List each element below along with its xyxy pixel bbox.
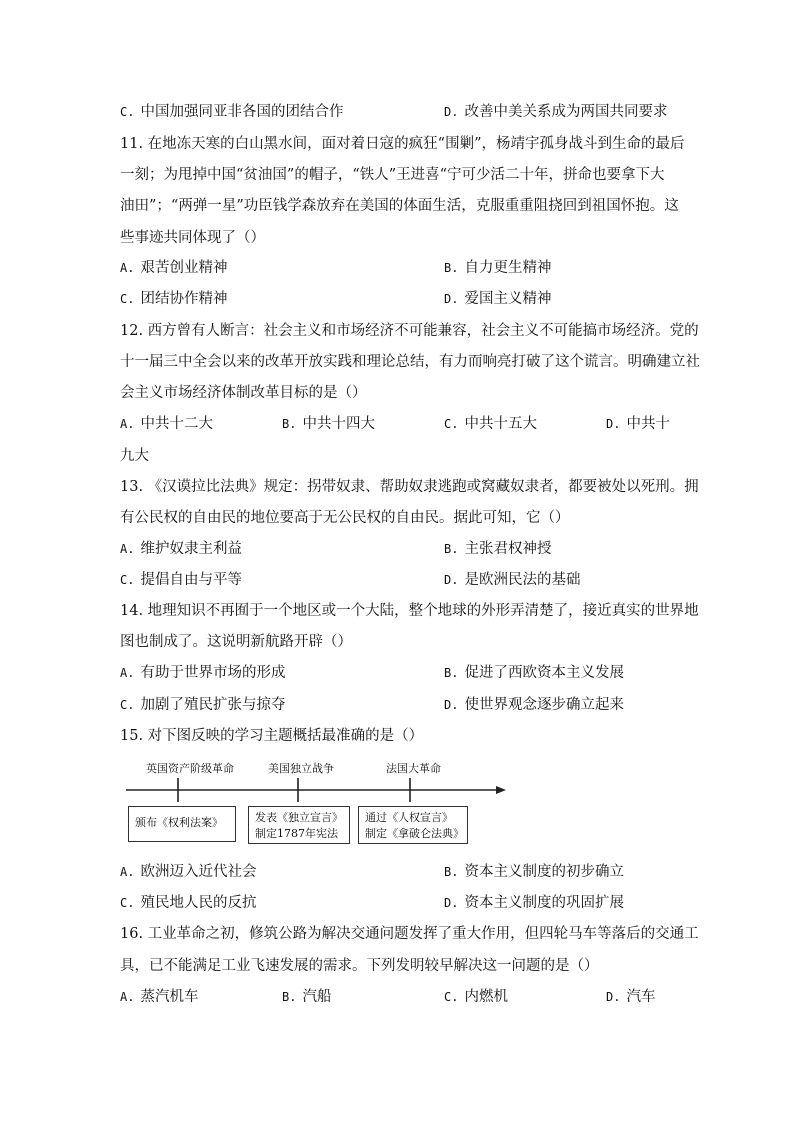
q15-option-d: D. 资本主义制度的巩固扩展 [444,895,624,911]
q16-option-c: C. 内燃机 [444,989,508,1005]
timeline-label-american-independence: 美国独立战争 [268,762,334,775]
q11-stem-line1: 11. 在地冻天寒的白山黑水间，面对着日寇的疯狂“围剿”，杨靖宇孤身战斗到生命的最后 [120,136,685,152]
q11-option-c: C. 团结协作精神 [120,291,228,307]
timeline-box-rights-of-man: 通过《人权宣言》 制定《拿破仑法典》 [358,806,468,844]
q13-option-b: B. 主张君权神授 [444,541,552,557]
q15-stem-line1: 15. 对下图反映的学习主题概括最准确的是（） [120,728,424,744]
q13-stem-line1: 13. 《汉谟拉比法典》规定：拐带奴隶、帮助奴隶逃跑或窝藏奴隶者，都要被处以死刑。拥 [120,479,699,495]
q12-option-b: B. 中共十四大 [282,416,375,432]
q16-option-a: A. 蒸汽机车 [120,989,199,1005]
q11-stem-line4: 些事迹共同体现了（） [120,230,265,246]
history-timeline-figure [120,752,510,850]
q12-option-a: A. 中共十二大 [120,416,213,432]
q10-option-d: D. 改善中美关系成为两国共同要求 [444,104,668,120]
q12-stem-line1: 12. 西方曾有人断言：社会主义和市场经济不可能兼容，社会主义不可能搞市场经济。党的 [120,323,699,339]
q14-option-a: A. 有助于世界市场的形成 [120,665,286,681]
q14-option-b: B. 促进了西欧资本主义发展 [444,665,624,681]
timeline-box-declaration-independence: 发表《独立宣言》 制定1787年宪法 [248,806,350,844]
timeline-box-bill-of-rights: 颁布《权利法案》 [128,806,236,842]
q12-stem-line2: 十一届三中全会以来的改革开放实践和理论总结，有力而响亮打破了这个谎言。明确建立社 [120,354,700,370]
q11-option-a: A. 艰苦创业精神 [120,260,228,276]
timeline-label-english-revolution: 英国资产阶级革命 [146,762,234,775]
q14-option-d: D. 使世界观念逐步确立起来 [444,697,624,713]
q10-option-c: C. 中国加强同亚非各国的团结合作 [120,104,344,120]
q16-option-b: B. 汽船 [282,989,332,1005]
q12-option-c: C. 中共十五大 [444,416,537,432]
timeline-label-french-revolution: 法国大革命 [386,762,441,775]
q14-option-c: C. 加剧了殖民扩张与掠夺 [120,697,286,713]
q14-stem-line2: 图也制成了。这说明新航路开辟（） [120,634,352,650]
q16-stem-line2: 具，已不能满足工业飞速发展的需求。下列发明较早解决这一问题的是（） [120,958,599,974]
q12-option-d: D. 中共十 [606,416,670,432]
q15-option-c: C. 殖民地人民的反抗 [120,895,257,911]
q16-option-d: D. 汽车 [606,989,656,1005]
q12-stem-line3: 会主义市场经济体制改革目标的是（） [120,385,367,401]
q11-option-d: D. 爱国主义精神 [444,291,552,307]
q16-stem-line1: 16. 工业革命之初，修筑公路为解决交通问题发挥了重大作用，但四轮马车等落后的交通工 [120,926,699,942]
q13-option-d: D. 是欧洲民法的基础 [444,572,581,588]
q13-option-c: C. 提倡自由与平等 [120,572,242,588]
q11-stem-line2: 一刻；为甩掉中国“贫油国”的帽子，“铁人”王进喜“宁可少活二十年，拼命也要拿下大 [120,167,665,183]
q11-stem-line3: 油田”；“两弹一星”功臣钱学森放弃在美国的体面生活，克服重重阻挠回到祖国怀抱。这 [120,198,679,214]
q15-option-a: A. 欧洲迈入近代社会 [120,864,257,880]
q13-option-a: A. 维护奴隶主利益 [120,541,242,557]
q13-stem-line2: 有公民权的自由民的地位要高于无公民权的自由民。据此可知，它（） [120,510,570,526]
q14-stem-line1: 14. 地理知识不再囿于一个地区或一个大陆，整个地球的外形弄清楚了，接近真实的世界地 [120,603,699,619]
q11-option-b: B. 自力更生精神 [444,260,552,276]
q15-option-b: B. 资本主义制度的初步确立 [444,864,624,880]
q12-option-d-continued: 九大 [120,448,149,464]
